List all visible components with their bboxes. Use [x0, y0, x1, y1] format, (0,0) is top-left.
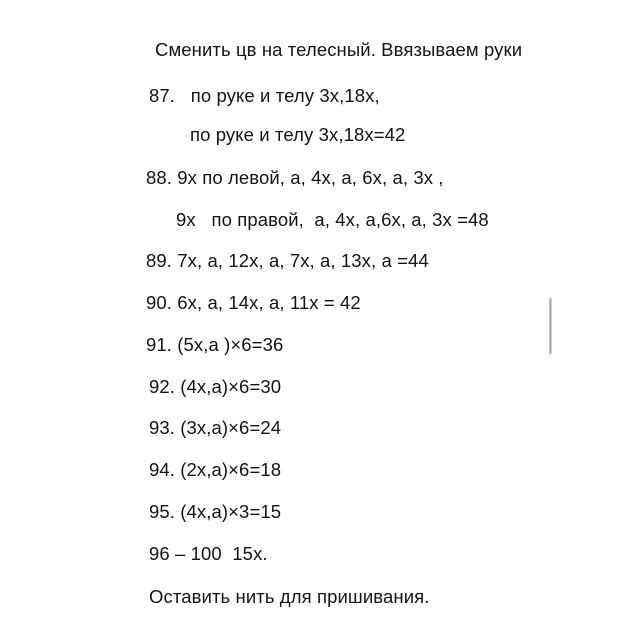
step-88-continued: 9х по правой, а, 4х, а,6х, а, 3х =48	[176, 209, 489, 230]
page-title: Сменить цв на телесный. Ввязываем руки	[155, 39, 523, 60]
step-88: 88. 9х по левой, а, 4х, а, 6х, а, 3х ,	[146, 167, 444, 188]
footer-note: Оставить нить для пришивания.	[149, 586, 430, 607]
step-89: 89. 7х, а, 12х, а, 7х, а, 13х, а =44	[146, 250, 429, 271]
scan-edge-mark	[549, 298, 552, 354]
step-90: 90. 6х, а, 14х, а, 11х = 42	[146, 292, 361, 313]
step-92: 92. (4х,а)×6=30	[149, 376, 282, 397]
step-87-continued: по руке и телу 3х,18х=42	[190, 124, 406, 145]
step-87: 87. по руке и телу 3х,18х,	[149, 85, 380, 106]
step-93: 93. (3х,а)×6=24	[149, 417, 282, 438]
step-94: 94. (2х,а)×6=18	[149, 459, 282, 480]
step-96-100: 96 – 100 15х.	[149, 543, 268, 564]
step-95: 95. (4х,а)×3=15	[149, 501, 282, 522]
step-91: 91. (5х,а )×6=36	[146, 334, 284, 355]
